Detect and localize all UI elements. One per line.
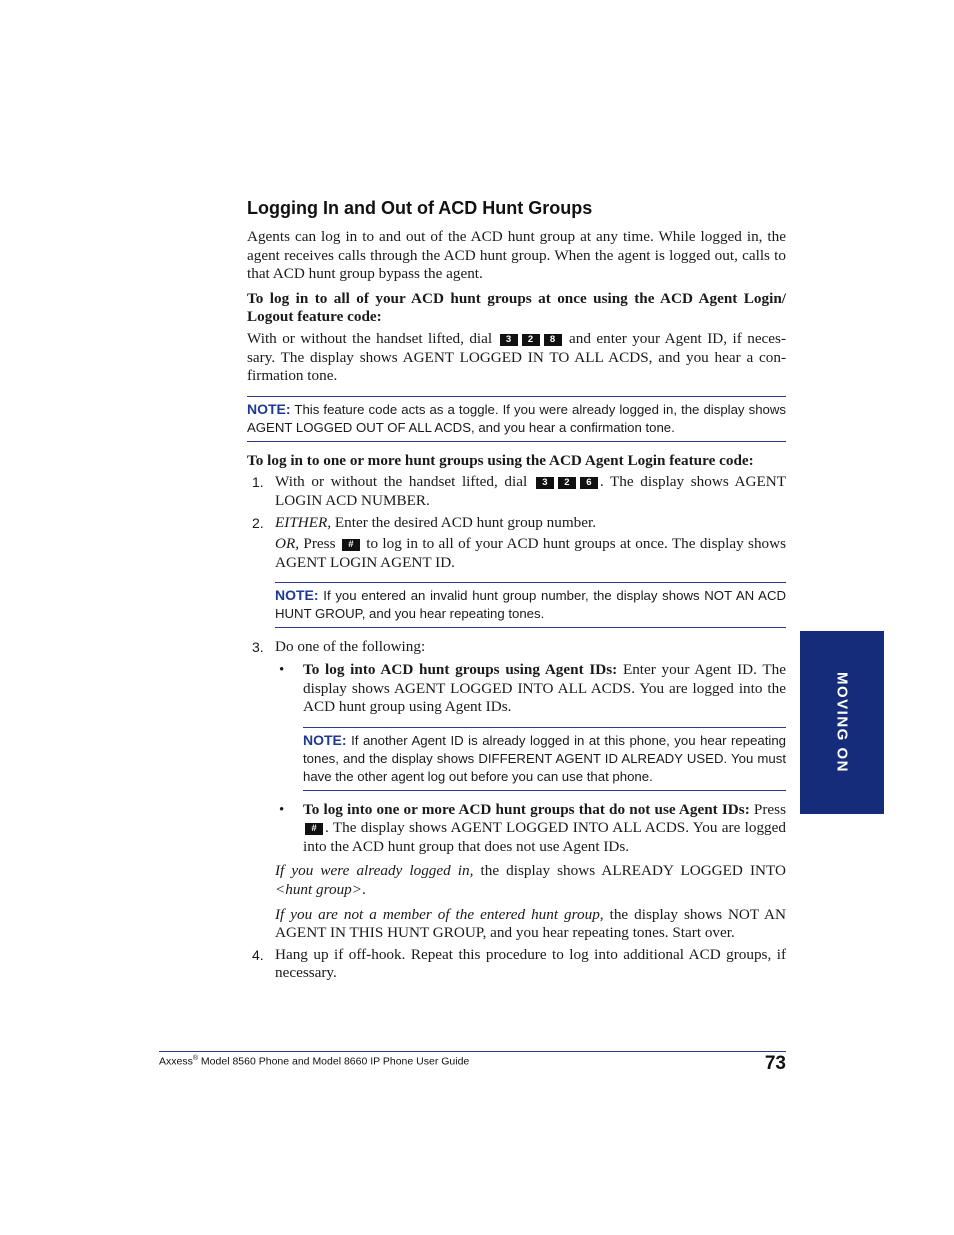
step1-text-b: . The display shows AGENT LOGIN ACD NUMBER. xyxy=(275,473,787,509)
step-number: 2. xyxy=(252,514,264,531)
either-text: Enter the desired ACD hunt group number. xyxy=(334,513,596,531)
either-label: EITHER, xyxy=(275,513,332,531)
bullet2-lead: To log into one or more ACD hunt groups that do not use Agent IDs: xyxy=(303,800,750,818)
key-3: 3 xyxy=(500,334,518,346)
already-logged-italic: If you were already logged in, xyxy=(275,862,474,880)
chapter-side-tab xyxy=(800,631,884,814)
note-toggle xyxy=(247,396,786,442)
footer-title xyxy=(159,1055,469,1068)
period: . xyxy=(362,881,366,899)
step-number: 4. xyxy=(252,946,264,963)
key-6: 6 xyxy=(580,477,598,489)
login-all-text-a: With or without the handset lifted, dial xyxy=(247,329,493,347)
step-1 xyxy=(247,473,786,510)
bullet1-text: Enter your Agent ID. The display shows AGENT LOGGED INTO ALL ACDS. You are logged into the ACD hunt group using Agent IDs. xyxy=(303,660,787,716)
key-2: 2 xyxy=(558,477,576,489)
already-logged-text: the display shows ALREADY LOGGED INTO xyxy=(480,862,786,880)
step-3 xyxy=(247,638,786,943)
note-label: NOTE: xyxy=(247,400,291,417)
guide-title: Model 8560 Phone and Model 8660 IP Phone User Guide xyxy=(198,1055,470,1068)
login-all-text-b: and enter your Agent ID, if neces- sary. The display shows AGENT LOGGED IN TO ALL ACDS, and you hear a con- firmation tone. xyxy=(247,329,787,385)
note-label: NOTE: xyxy=(275,587,319,604)
page-number: 73 xyxy=(764,1053,786,1074)
not-member-text: the display shows NOT AN AGENT IN THIS HUNT GROUP, and you hear repeating tones. Start over. xyxy=(275,905,786,942)
step1-text-a: With or without the handset lifted, dial xyxy=(275,473,528,491)
bullet2-text: . The display shows AGENT LOGGED INTO ALL ACDS. You are logged into the ACD hunt group that does not use Agent IDs. xyxy=(303,819,786,855)
side-tab-label: MOVING ON xyxy=(833,671,851,773)
hunt-group-placeholder: <hunt group> xyxy=(275,881,363,899)
note-agent-id-used xyxy=(303,727,786,791)
key-hash: # xyxy=(342,539,360,551)
note-text: If you entered an invalid hunt group number, the display shows NOT AN ACD HUNT GROUP, and you hear repeating tones. xyxy=(275,588,786,622)
step-number: 3. xyxy=(252,639,264,656)
note-text: This feature code acts as a toggle. If you were already logged in, the display shows AGENT LOGGED OUT OF ALL ACDS, and you hear a confirmation tone. xyxy=(247,401,786,435)
login-all-lead: To log in to all of your ACD hunt groups at once using the ACD Agent Login/ Logout feature code: xyxy=(247,289,786,326)
or-label: OR, xyxy=(275,535,300,553)
step3-options xyxy=(275,661,786,857)
note-label: NOTE: xyxy=(303,731,347,748)
key-2: 2 xyxy=(522,334,540,346)
note-text: If another Agent ID is already logged in at this phone, you hear repeating tones, and the display shows DIFFERENT AGENT ID ALREADY USED. You must have the other agent log out before you can use that phone. xyxy=(303,732,786,784)
not-member-italic: If you are not a member of the entered hunt group, xyxy=(275,905,604,923)
option-no-agent-ids xyxy=(275,801,786,857)
step-number: 1. xyxy=(252,474,264,491)
brand-name: Axxess xyxy=(159,1055,193,1068)
steps-list xyxy=(247,473,786,983)
bullet1-lead: To log into ACD hunt groups using Agent IDs: xyxy=(303,660,618,678)
bullet-icon: • xyxy=(279,661,285,678)
section-heading: Logging In and Out of ACD Hunt Groups xyxy=(247,198,593,218)
key-8: 8 xyxy=(544,334,562,346)
login-all-instructions xyxy=(247,330,786,386)
bullet-icon: • xyxy=(279,801,285,818)
step4-text: Hang up if off-hook. Repeat this procedure to log into additional ACD groups, if necessary. xyxy=(275,945,786,982)
step3-text: Do one of the following: xyxy=(275,638,426,656)
step-2 xyxy=(247,514,786,629)
option-agent-ids xyxy=(275,661,786,791)
page-content xyxy=(247,198,786,986)
or-text: to log in to all of your ACD hunt groups at once. The display shows AGENT LOGIN AGENT ID. xyxy=(275,535,787,571)
registered-mark: ® xyxy=(192,1055,199,1062)
key-3: 3 xyxy=(536,477,554,489)
key-hash: # xyxy=(305,823,323,835)
step-4 xyxy=(247,946,786,983)
note-invalid-group xyxy=(275,582,786,628)
or-press: Press xyxy=(303,535,336,553)
login-one-lead: To log in to one or more hunt groups using the ACD Agent Login feature code: xyxy=(247,451,754,469)
bullet2-press: Press xyxy=(753,800,786,818)
page-footer xyxy=(159,1051,786,1082)
intro-paragraph: Agents can log in to and out of the ACD hunt group at any time. While logged in, the agent receives calls through the ACD hunt group. When the agent is logged out, calls to that ACD hunt group bypass the agent. xyxy=(247,228,786,283)
